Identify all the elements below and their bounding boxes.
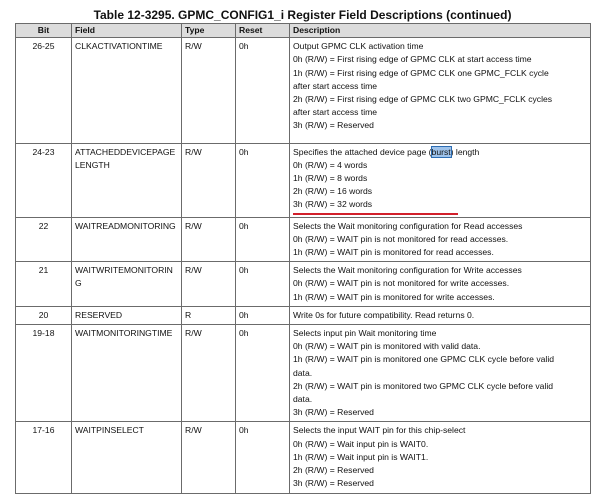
description-line: 0h (R/W) = Wait input pin is WAIT0. bbox=[293, 438, 429, 449]
description-line: Selects the Wait monitoring configuration for Write accesses bbox=[293, 265, 522, 276]
table-row bbox=[16, 217, 591, 262]
col-header-field: Field bbox=[72, 24, 182, 38]
description-line: 2h (R/W) = WAIT pin is monitored two GPMC CLK cycle before valid bbox=[293, 380, 554, 391]
description-line: data. bbox=[293, 394, 313, 405]
description-line: 3h (R/W) = Reserved bbox=[293, 407, 374, 418]
type-cell: R/W bbox=[182, 143, 236, 217]
description-line: 0h (R/W) = WAIT pin is not monitored for write accesses. bbox=[293, 278, 510, 289]
col-header-description: Description bbox=[290, 24, 591, 38]
type-cell: R/W bbox=[182, 38, 236, 143]
reset-cell: 0h bbox=[236, 422, 290, 493]
description-cell bbox=[290, 217, 591, 262]
field-name-line: LENGTH bbox=[75, 159, 110, 170]
register-field-table bbox=[15, 23, 591, 494]
description-line: 0h (R/W) = First rising edge of GPMC CLK at start access time bbox=[293, 54, 532, 65]
type-cell: R bbox=[182, 306, 236, 324]
description-line: 1h (R/W) = Wait input pin is WAIT1. bbox=[293, 451, 429, 462]
col-header-bit: Bit bbox=[16, 24, 72, 38]
description-line: 3h (R/W) = Reserved bbox=[293, 478, 374, 489]
description-line: 3h (R/W) = Reserved bbox=[293, 120, 374, 131]
table-row bbox=[16, 38, 591, 143]
description-line: 2h (R/W) = 16 words bbox=[293, 186, 373, 197]
reset-cell: 0h bbox=[236, 325, 290, 422]
description-line: 2h (R/W) = Reserved bbox=[293, 465, 374, 476]
reset-cell: 0h bbox=[236, 143, 290, 217]
description-line: after start access time bbox=[293, 80, 378, 91]
description-line: Selects the input WAIT pin for this chip-select bbox=[293, 425, 466, 436]
col-header-reset: Reset bbox=[236, 24, 290, 38]
table-row bbox=[16, 143, 591, 217]
table-row bbox=[16, 262, 591, 307]
reset-cell: 0h bbox=[236, 38, 290, 143]
field-cell: WAITMONITORINGTIME bbox=[72, 325, 182, 422]
bit-cell: 26-25 bbox=[16, 38, 72, 143]
bit-cell: 17-16 bbox=[16, 422, 72, 493]
description-line: Output GPMC CLK activation time bbox=[293, 41, 424, 52]
description-line: Specifies the attached device page (burst) length bbox=[293, 146, 480, 157]
field-cell bbox=[72, 143, 182, 217]
col-header-type: Type bbox=[182, 24, 236, 38]
reset-cell: 0h bbox=[236, 262, 290, 307]
table-row bbox=[16, 325, 591, 422]
field-cell: RESERVED bbox=[72, 306, 182, 324]
type-cell: R/W bbox=[182, 262, 236, 307]
type-cell: R/W bbox=[182, 422, 236, 493]
field-name-line: WAITWRITEMONITORIN bbox=[75, 265, 173, 276]
description-line: after start access time bbox=[293, 107, 378, 118]
description-line: 1h (R/W) = First rising edge of GPMC CLK one GPMC_FCLK cycle bbox=[293, 67, 549, 78]
description-line: 0h (R/W) = 4 words bbox=[293, 159, 368, 170]
table-title: Table 12-3295. GPMC_CONFIG1_i Register Field Descriptions (continued) bbox=[93, 8, 512, 22]
type-cell: R/W bbox=[182, 217, 236, 262]
underlined-annotation: 3h (R/W) = 32 words bbox=[293, 198, 458, 214]
description-cell bbox=[290, 262, 591, 307]
reset-cell: 0h bbox=[236, 306, 290, 324]
field-name-line: G bbox=[75, 278, 82, 289]
description-line: 0h (R/W) = WAIT pin is monitored with valid data. bbox=[293, 341, 481, 352]
description-line bbox=[293, 198, 587, 214]
description-line: 1h (R/W) = WAIT pin is monitored for read accesses. bbox=[293, 247, 494, 258]
search-highlight: burst bbox=[431, 146, 451, 157]
reset-cell: 0h bbox=[236, 217, 290, 262]
bit-cell: 20 bbox=[16, 306, 72, 324]
description-line: 1h (R/W) = 8 words bbox=[293, 173, 368, 184]
field-cell: WAITPINSELECT bbox=[72, 422, 182, 493]
type-cell: R/W bbox=[182, 325, 236, 422]
description-line: 1h (R/W) = WAIT pin is monitored one GPMC CLK cycle before valid bbox=[293, 354, 555, 365]
description-cell bbox=[290, 325, 591, 422]
description-cell bbox=[290, 306, 591, 324]
description-cell bbox=[290, 143, 591, 217]
description-line: 2h (R/W) = First rising edge of GPMC CLK two GPMC_FCLK cycles bbox=[293, 94, 553, 105]
field-cell: WAITREADMONITORING bbox=[72, 217, 182, 262]
bit-cell: 22 bbox=[16, 217, 72, 262]
field-cell: CLKACTIVATIONTIME bbox=[72, 38, 182, 143]
table-header-row bbox=[16, 24, 591, 38]
field-name-line: ATTACHEDDEVICEPAGE bbox=[75, 146, 176, 157]
description-line: 1h (R/W) = WAIT pin is monitored for write accesses. bbox=[293, 291, 495, 302]
description-cell bbox=[290, 422, 591, 493]
description-line: Selects input pin Wait monitoring time bbox=[293, 328, 437, 339]
description-line: Selects the Wait monitoring configuration for Read accesses bbox=[293, 220, 523, 231]
table-row bbox=[16, 422, 591, 493]
bit-cell: 19-18 bbox=[16, 325, 72, 422]
description-cell bbox=[290, 38, 591, 143]
description-line: Write 0s for future compatibility. Read returns 0. bbox=[293, 309, 475, 320]
field-cell bbox=[72, 262, 182, 307]
description-line: 0h (R/W) = WAIT pin is not monitored for read accesses. bbox=[293, 233, 509, 244]
bit-cell: 21 bbox=[16, 262, 72, 307]
bit-cell: 24-23 bbox=[16, 143, 72, 217]
table-row bbox=[16, 306, 591, 324]
description-line: data. bbox=[293, 367, 313, 378]
